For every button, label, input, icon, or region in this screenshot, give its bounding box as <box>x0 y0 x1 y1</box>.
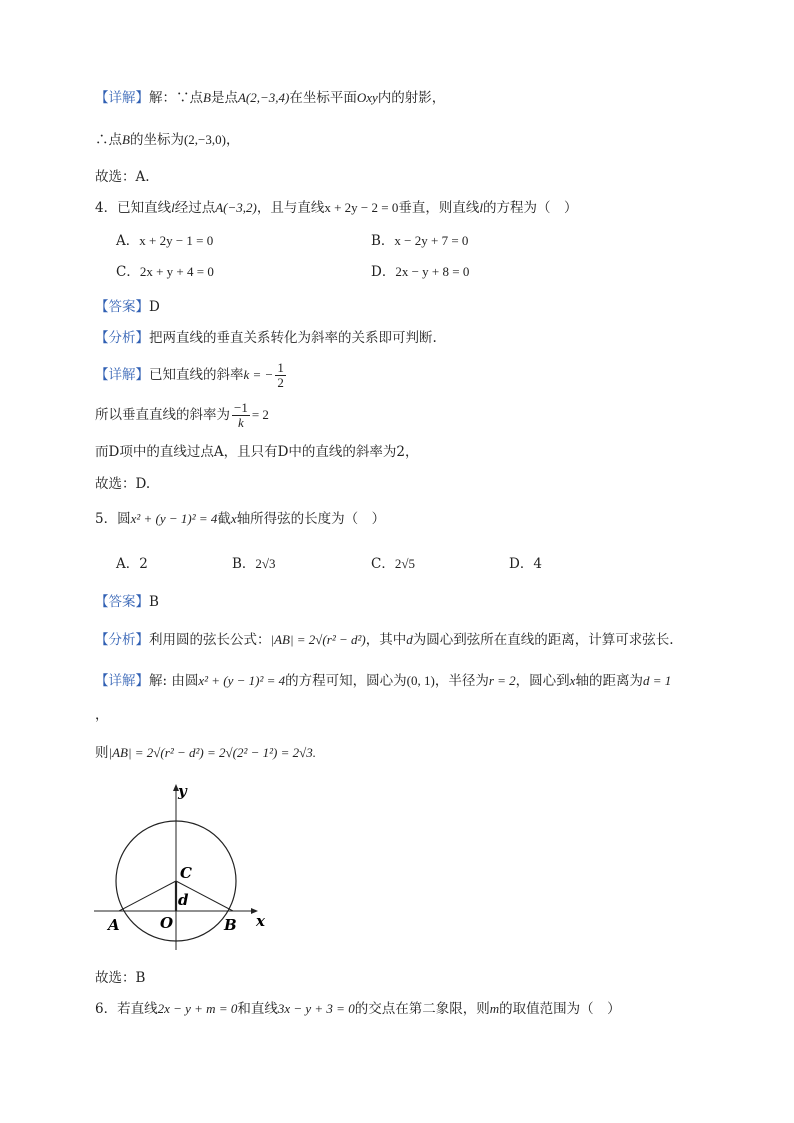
label-o: O <box>160 914 174 932</box>
q4-conclusion: 而D项中的直线过点A，且只有D中的直线的斜率为2， <box>95 444 419 460</box>
analysis-tag: 【分析】 <box>95 330 149 346</box>
q5-answer: 【答案】B <box>95 594 159 610</box>
q3-coordinate-line: ∴点B的坐标为(2,−3,0)， <box>95 132 240 148</box>
q4-option-a: A．x + 2y − 1 = 0 <box>116 233 214 249</box>
q5-detail: 【详解】解: 由圆x² + (y − 1)² = 4的方程可知，圆心为(0, 1)，半径为r = 2，圆心到x轴的距离为d = 1 <box>95 673 672 689</box>
q5-choice: 故选：B <box>95 970 146 986</box>
q5-result: 则|AB| = 2√(r² − d²) = 2√(2² − 1²) = 2√3. <box>95 745 317 761</box>
q4-option-b: B．x − 2y + 7 = 0 <box>371 233 469 249</box>
q5-option-d: D．4 <box>509 556 542 572</box>
q4-analysis: 【分析】把两直线的垂直关系转化为斜率的关系即可判断. <box>95 330 437 346</box>
q4-perpendicular-slope: 所以垂直直线的斜率为 $\frac{-1}{k}$ = 2 <box>95 400 269 430</box>
q4-answer: 【答案】D <box>95 299 160 315</box>
fraction: $\frac{1}{2}$ <box>277 360 284 390</box>
label-b: B <box>224 916 237 934</box>
fraction: $\frac{-1}{k}$ <box>234 400 248 430</box>
q3-detail-line: 【详解】解：∵点B是点A(2,−3,4)在坐标平面Oxy内的射影， <box>95 90 446 106</box>
q5-stem: 5．圆x² + (y − 1)² = 4截x轴所得弦的长度为（ ） <box>95 511 386 527</box>
q6-stem: 6．若直线2x − y + m = 0和直线3x − y + 3 = 0的交点在第二象限，则m的取值范围为（ ） <box>95 1001 621 1017</box>
q5-option-c: C．2√5 <box>371 556 415 572</box>
q5-comma: ， <box>95 707 109 723</box>
q5-option-a: A．2 <box>116 556 148 572</box>
q4-stem: 4．已知直线l经过点A(−3,2)，且与直线x + 2y − 2 = 0垂直，则直线l的方程为（ ） <box>95 200 578 216</box>
answer-tag: 【答案】 <box>95 299 149 315</box>
q5-option-b: B．2√3 <box>232 556 276 572</box>
label-c: C <box>180 864 192 882</box>
q4-option-d: D．2x − y + 8 = 0 <box>371 264 470 280</box>
q5-analysis: 【分析】利用圆的弦长公式：|AB| = 2√(r² − d²)，其中d为圆心到弦所在直线的距离，计算可求弦长. <box>95 632 674 648</box>
label-d: d <box>178 891 189 909</box>
q4-detail-slope: 【详解】已知直线的斜率k = − $\frac{1}{2}$ <box>95 360 284 390</box>
q3-choice: 故选：A. <box>95 169 150 185</box>
label-y: y <box>178 782 187 800</box>
detail-tag: 【详解】 <box>95 90 149 106</box>
q4-option-c: C．2x + y + 4 = 0 <box>116 264 214 280</box>
label-a: A <box>108 916 120 934</box>
q4-choice: 故选：D. <box>95 476 151 492</box>
label-x: x <box>256 912 265 930</box>
segment-ca <box>119 881 176 911</box>
circle-chord-figure <box>90 780 280 955</box>
